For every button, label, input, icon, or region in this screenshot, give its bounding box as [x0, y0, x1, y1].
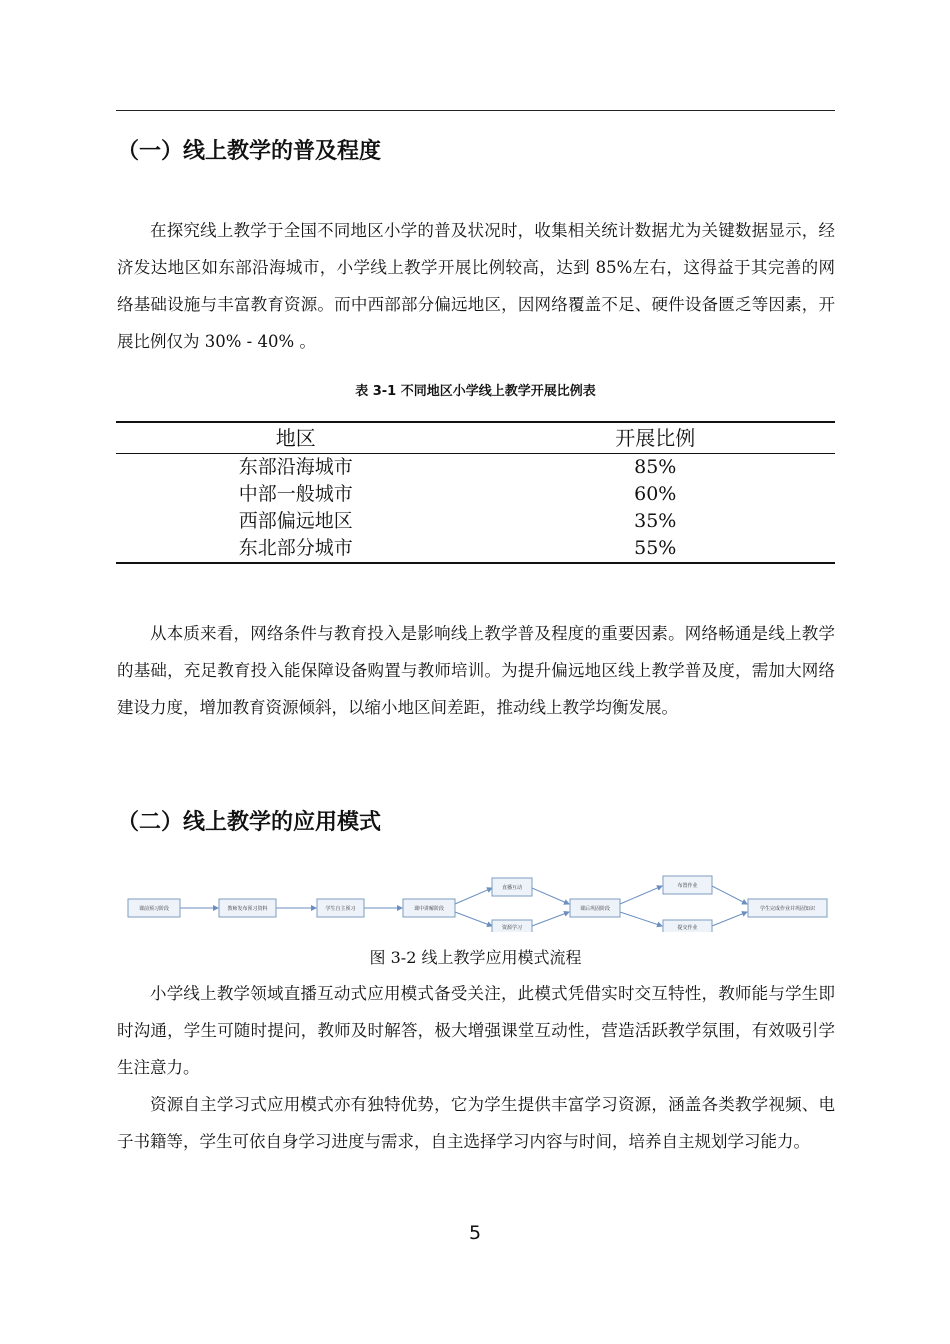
flow-node-label: 课中讲解阶段 [413, 906, 445, 912]
header-ratio: 开展比例 [476, 422, 836, 454]
cell-region: 东部沿海城市 [238, 456, 353, 478]
flow-node [128, 899, 180, 917]
flow-diagram [125, 866, 830, 932]
section-heading-1: （一）线上教学的普及程度 [117, 139, 382, 164]
table-row [116, 535, 835, 563]
cell-ratio: 60% [634, 483, 677, 505]
cell-region: 中部一般城市 [238, 483, 353, 505]
header-region: 地区 [116, 422, 476, 454]
flow-node [492, 878, 532, 896]
flow-edge [712, 912, 747, 926]
flow-node-label: 直播互动 [501, 885, 523, 891]
cell-ratio: 85% [634, 456, 677, 478]
table-row [116, 508, 835, 535]
flow-node-label: 课后巩固阶段 [579, 906, 611, 912]
page-number: 5 [468, 1222, 482, 1244]
flow-node [663, 876, 712, 894]
flow-node [403, 899, 455, 917]
cell-ratio: 55% [476, 535, 836, 563]
cell-region: 西部偏远地区 [238, 510, 353, 532]
flow-node [570, 899, 620, 917]
header-rule [116, 110, 835, 111]
region-ratio-table [116, 421, 835, 564]
paragraph-3: 小学线上教学领域直播互动式应用模式备受关注，此模式凭借实时交互特性，教师能与学生即时沟通，学生可随时提问，教师及时解答，极大增强课堂互动性，营造活跃教学氛围，有效吸引学生注意力。 [117, 984, 835, 1077]
flow-edge [455, 912, 492, 926]
flow-node-label: 课前预习阶段 [138, 906, 170, 912]
cell-ratio: 35% [634, 510, 677, 532]
table-caption: 表 3-1 不同地区小学线上教学开展比例表 [355, 384, 596, 399]
paragraph-2: 从本质来看，网络条件与教育投入是影响线上教学普及程度的重要因素。网络畅通是线上教学的基础，充足教育投入能保障设备购置与教师培训。为提升偏远地区线上教学普及度，需加大网络建设力度，增加教育资源倾斜，以缩小地区间差距，推动线上教学均衡发展。 [117, 624, 835, 717]
flow-edge [620, 886, 662, 904]
flow-node-label: 提交作业 [677, 925, 698, 931]
flow-edge [532, 912, 569, 926]
flow-node-label: 学生完成作业并巩固知识 [759, 906, 816, 912]
cell-region: 东北部分城市 [116, 535, 476, 563]
paragraph-1: 在探究线上教学于全国不同地区小学的普及状况时，收集相关统计数据尤为关键数据显示，经济发达地区如东部沿海城市，小学线上教学开展比例较高，达到 85%左右，这得益于其完善的网络基础设施与丰富教育资源。而中西部部分偏远地区，因网络覆盖不足、硬件设备匮乏等因素，开展比例仅为 30% - 40% 。 [117, 221, 835, 351]
flow-node-label: 学生自主预习 [325, 906, 356, 912]
table-row [116, 454, 835, 482]
flow-node [219, 899, 276, 917]
flow-edge [455, 888, 492, 904]
flow-node [317, 899, 364, 917]
table-header-row [116, 422, 835, 454]
flow-edge [532, 888, 569, 904]
flow-edge [620, 912, 662, 926]
flow-node-label: 资源学习 [501, 925, 523, 931]
flow-node-label: 教师发布预习资料 [227, 906, 268, 912]
paragraph-4: 资源自主学习式应用模式亦有独特优势，它为学生提供丰富学习资源，涵盖各类教学视频、电子书籍等，学生可依自身学习进度与需求，自主选择学习内容与时间，培养自主规划学习能力。 [117, 1095, 835, 1151]
flow-edge [712, 886, 747, 904]
table-row [116, 481, 835, 508]
flow-node [663, 920, 712, 932]
flow-node [492, 920, 532, 932]
flow-node-label: 布置作业 [677, 883, 698, 889]
figure-caption: 图 3-2 线上教学应用模式流程 [369, 948, 582, 967]
flow-node [748, 899, 827, 917]
section-heading-2: （二）线上教学的应用模式 [117, 810, 382, 835]
